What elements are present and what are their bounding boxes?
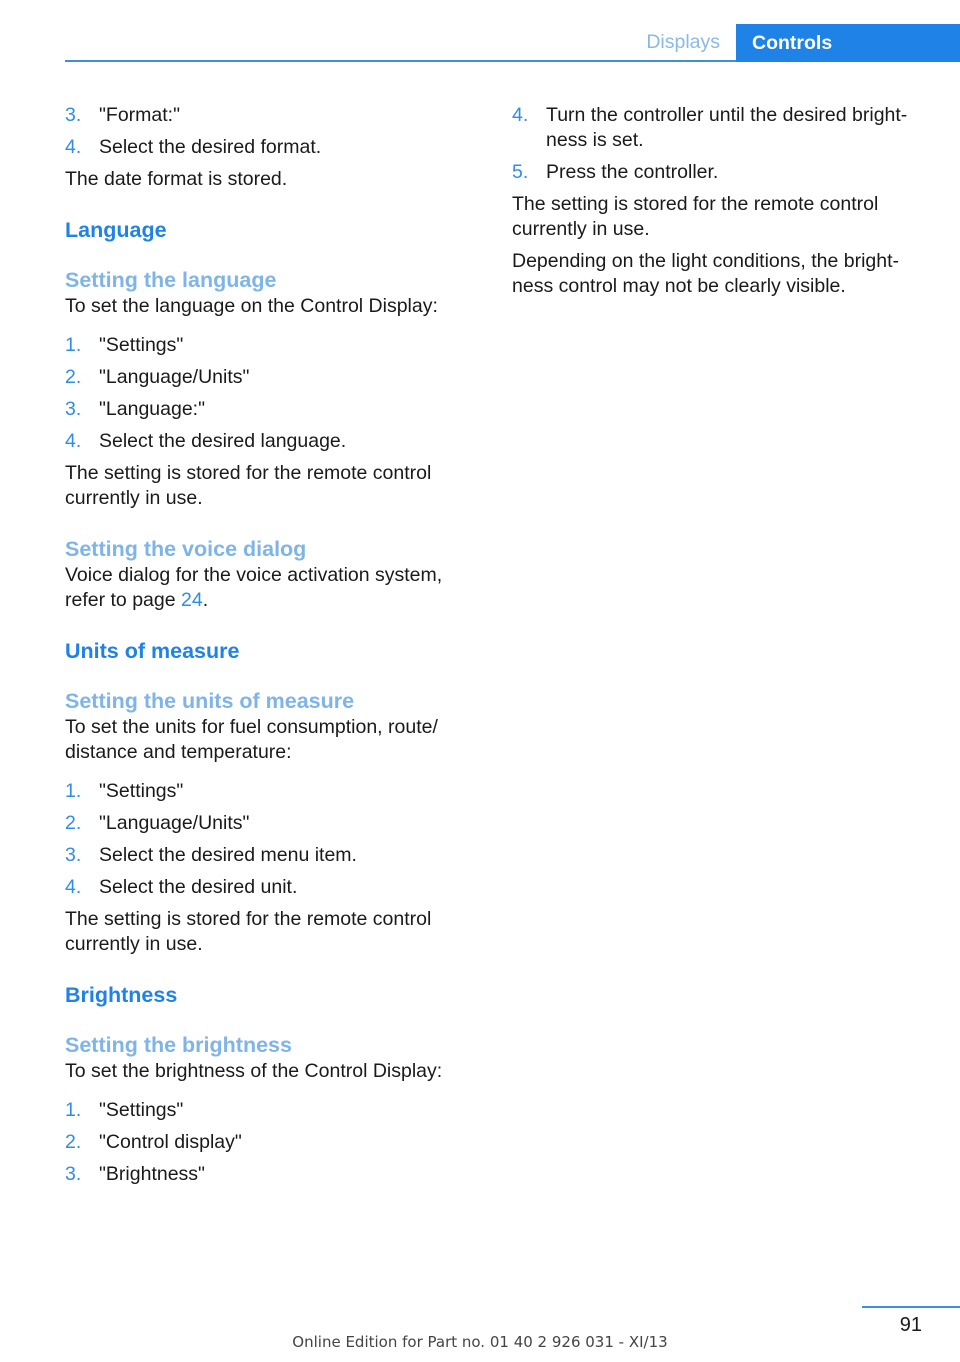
list-item (65, 429, 460, 454)
step-text: "Language/Units" (99, 366, 250, 388)
format-steps-list (65, 103, 460, 160)
units-intro-text: To set the units for fuel consumption, route/ distance and temperature: (65, 716, 438, 763)
step-text: Turn the controller until the desired bright‐ ness is set. (546, 104, 908, 151)
tab-controls[interactable]: Controls (736, 24, 960, 62)
step-number: 4. (65, 876, 82, 898)
step-number: 5. (512, 161, 529, 183)
voice-dialog-text (65, 563, 460, 613)
step-number: 3. (65, 1163, 82, 1185)
left-column (65, 103, 460, 1194)
brightness-steps-list (65, 1098, 460, 1187)
step-text: Press the controller. (546, 161, 719, 183)
list-item (65, 397, 460, 422)
step-number: 1. (65, 780, 82, 802)
step-number: 4. (512, 104, 529, 126)
step-number: 4. (65, 136, 82, 158)
date-format-stored-text: The date format is stored. (65, 168, 288, 190)
step-number: 3. (65, 844, 82, 866)
list-item (512, 103, 932, 153)
step-number: 1. (65, 1099, 82, 1121)
heading-units-of-measure: Units of measure (65, 639, 240, 663)
heading-language: Language (65, 218, 167, 242)
step-text: "Control display" (99, 1131, 242, 1153)
voice-dialog-text-pre: Voice dialog for the voice activation system, refer to page (65, 564, 443, 611)
list-item (65, 811, 460, 836)
list-item (65, 875, 460, 900)
language-stored-text: The setting is stored for the remote control currently in use. (65, 462, 432, 509)
language-steps-list (65, 333, 460, 454)
right-column (512, 103, 932, 306)
list-item (65, 365, 460, 390)
step-number: 2. (65, 1131, 82, 1153)
brightness-stored-text: The setting is stored for the remote control currently in use. (512, 193, 879, 240)
list-item (65, 135, 460, 160)
step-number: 3. (65, 104, 82, 126)
list-item (65, 103, 460, 128)
list-item (65, 333, 460, 358)
step-text: "Language:" (99, 398, 206, 420)
subheading-setting-language: Setting the language (65, 268, 277, 292)
units-stored-text: The setting is stored for the remote control currently in use. (65, 908, 432, 955)
step-text: Select the desired format. (99, 136, 322, 158)
step-text: "Settings" (99, 334, 184, 356)
step-text: "Settings" (99, 1099, 184, 1121)
list-item (65, 843, 460, 868)
list-item (65, 1130, 460, 1155)
step-number: 4. (65, 430, 82, 452)
brightness-intro-text: To set the brightness of the Control Display: (65, 1060, 443, 1082)
footer-rule (862, 1306, 960, 1308)
step-text: "Language/Units" (99, 812, 250, 834)
page-number: 91 (899, 1314, 922, 1336)
list-item (512, 160, 932, 185)
step-text: "Brightness" (99, 1163, 205, 1185)
list-item (65, 1162, 460, 1187)
brightness-steps-continued-list (512, 103, 932, 185)
step-text: Select the desired unit. (99, 876, 298, 898)
heading-brightness: Brightness (65, 983, 178, 1007)
subheading-setting-units: Setting the units of measure (65, 689, 355, 713)
language-intro-text: To set the language on the Control Display: (65, 295, 438, 317)
units-steps-list (65, 779, 460, 900)
voice-dialog-text-post: . (202, 589, 209, 611)
page-reference-link[interactable]: 24 (181, 589, 203, 611)
step-number: 1. (65, 334, 82, 356)
subheading-setting-brightness: Setting the brightness (65, 1033, 292, 1057)
step-text: "Settings" (99, 780, 184, 802)
footer-edition-text: Online Edition for Part no. 01 40 2 926 031 - XI/13 (292, 1333, 668, 1351)
step-text: Select the desired menu item. (99, 844, 357, 866)
step-number: 2. (65, 366, 82, 388)
subheading-voice-dialog: Setting the voice dialog (65, 537, 307, 561)
step-text: Select the desired language. (99, 430, 347, 452)
list-item (65, 1098, 460, 1123)
step-number: 3. (65, 398, 82, 420)
step-text: "Format:" (99, 104, 181, 126)
tab-displays[interactable]: Displays (646, 31, 720, 53)
list-item (65, 779, 460, 804)
step-number: 2. (65, 812, 82, 834)
brightness-visibility-text: Depending on the light conditions, the bright‐ ness control may not be clearly visible. (512, 250, 900, 297)
